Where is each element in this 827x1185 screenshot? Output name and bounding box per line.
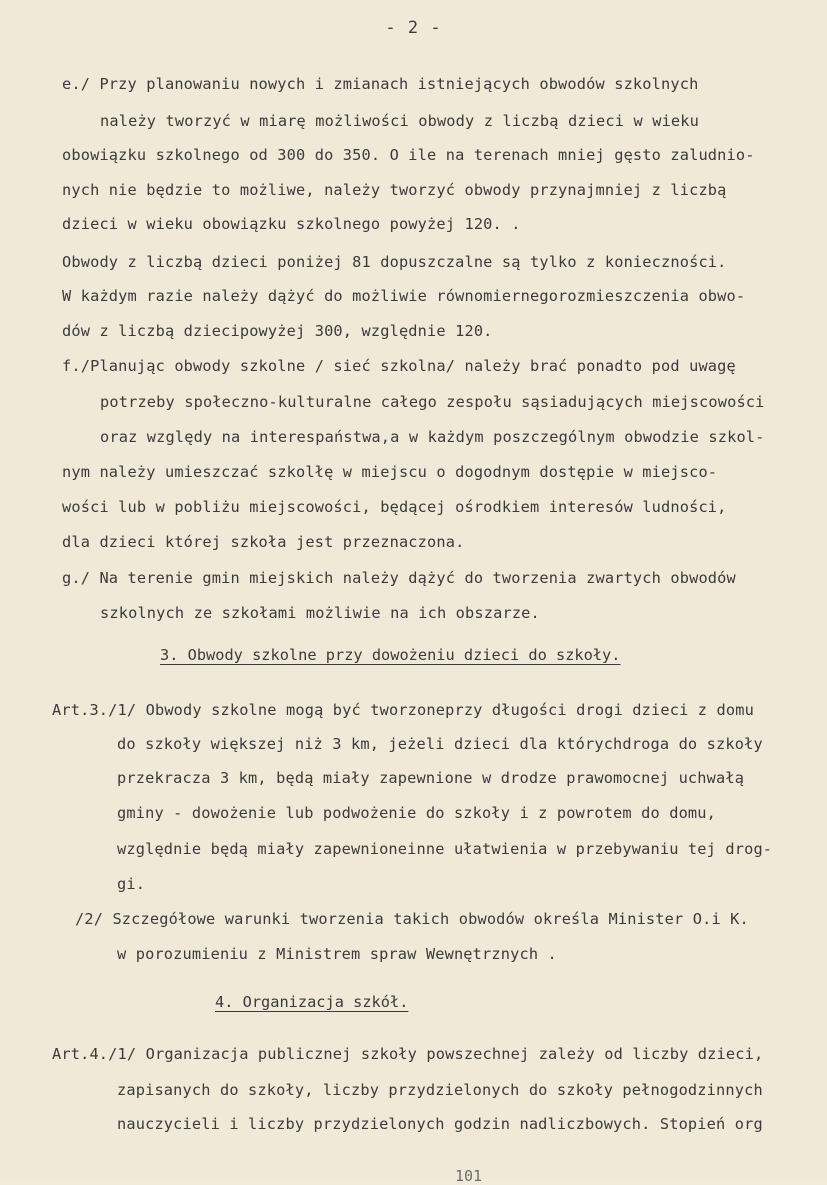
text-line: dów z liczbą dziecipowyżej 300, względnie 120.: [62, 322, 493, 340]
text-line: nych nie będzie to możliwe, należy tworzyć obwody przynajmniej z liczbą: [62, 181, 727, 199]
text-line: w porozumieniu z Ministrem spraw Wewnętrznych .: [117, 945, 557, 963]
text-line: zapisanych do szkoły, liczby przydzielonych do szkoły pełnogodzinnych: [117, 1081, 763, 1099]
section-heading: 3. Obwody szkolne przy dowożeniu dzieci do szkoły.: [160, 646, 621, 664]
text-line: dla dzieci której szkoła jest przeznaczona.: [62, 533, 465, 551]
text-line: gi.: [117, 875, 146, 893]
text-line: Art.3./1/ Obwody szkolne mogą być tworzoneprzy długości drogi dzieci z domu: [52, 701, 754, 719]
text-line: f./Planując obwody szkolne / sieć szkolna/ należy brać ponadto pod uwagę: [62, 357, 736, 375]
text-line: wości lub w pobliżu miejscowości, będącej ośrodkiem interesów ludności,: [62, 498, 727, 516]
text-line: oraz względy na interespaństwa,a w każdym poszczególnym obwodzie szkol-: [100, 428, 765, 446]
text-line: obowiązku szkolnego od 300 do 350. O ile na terenach mniej gęsto zaludnio-: [62, 146, 755, 164]
text-line: potrzeby społeczno-kulturalne całego zespołu sąsiadujących miejscowości: [100, 393, 765, 411]
page-number: - 2 -: [385, 18, 442, 38]
text-line: względnie będą miały zapewnioneinne ułatwienia w przebywaniu tej drog-: [117, 840, 773, 858]
text-line: W każdym razie należy dążyć do możliwie równomiernegorozmieszczenia obwo-: [62, 287, 746, 305]
text-line: do szkoły większej niż 3 km, jeżeli dzieci dla którychdroga do szkoły: [117, 735, 763, 753]
text-line: nym należy umieszczać szkolłę w miejscu o dogodnym dostępie w miejsco-: [62, 463, 718, 481]
text-line: przekracza 3 km, będą miały zapewnione w drodze prawomocnej uchwałą: [117, 769, 745, 787]
footer-mark: 101: [455, 1167, 483, 1185]
text-line: e./ Przy planowaniu nowych i zmianach istniejących obwodów szkolnych: [62, 75, 699, 93]
text-line: nauczycieli i liczby przydzielonych godzin nadliczbowych. Stopień org: [117, 1115, 763, 1133]
text-line: dzieci w wieku obowiązku szkolnego powyżej 120. .: [62, 215, 521, 233]
text-line: /2/ Szczegółowe warunki tworzenia takich obwodów określa Minister O.i K.: [75, 910, 749, 928]
text-line: Art.4./1/ Organizacja publicznej szkoły powszechnej zależy od liczby dzieci,: [52, 1045, 764, 1063]
text-line: g./ Na terenie gmin miejskich należy dążyć do tworzenia zwartych obwodów: [62, 569, 736, 587]
section-heading: 4. Organizacja szkół.: [215, 993, 409, 1011]
text-line: Obwody z liczbą dzieci poniżej 81 dopuszczalne są tylko z konieczności.: [62, 253, 727, 271]
text-line: szkolnych ze szkołami możliwie na ich obszarze.: [100, 604, 540, 622]
text-line: gminy - dowożenie lub podwożenie do szkoły i z powrotem do domu,: [117, 804, 717, 822]
text-line: należy tworzyć w miarę możliwości obwody z liczbą dzieci w wieku: [100, 112, 700, 130]
